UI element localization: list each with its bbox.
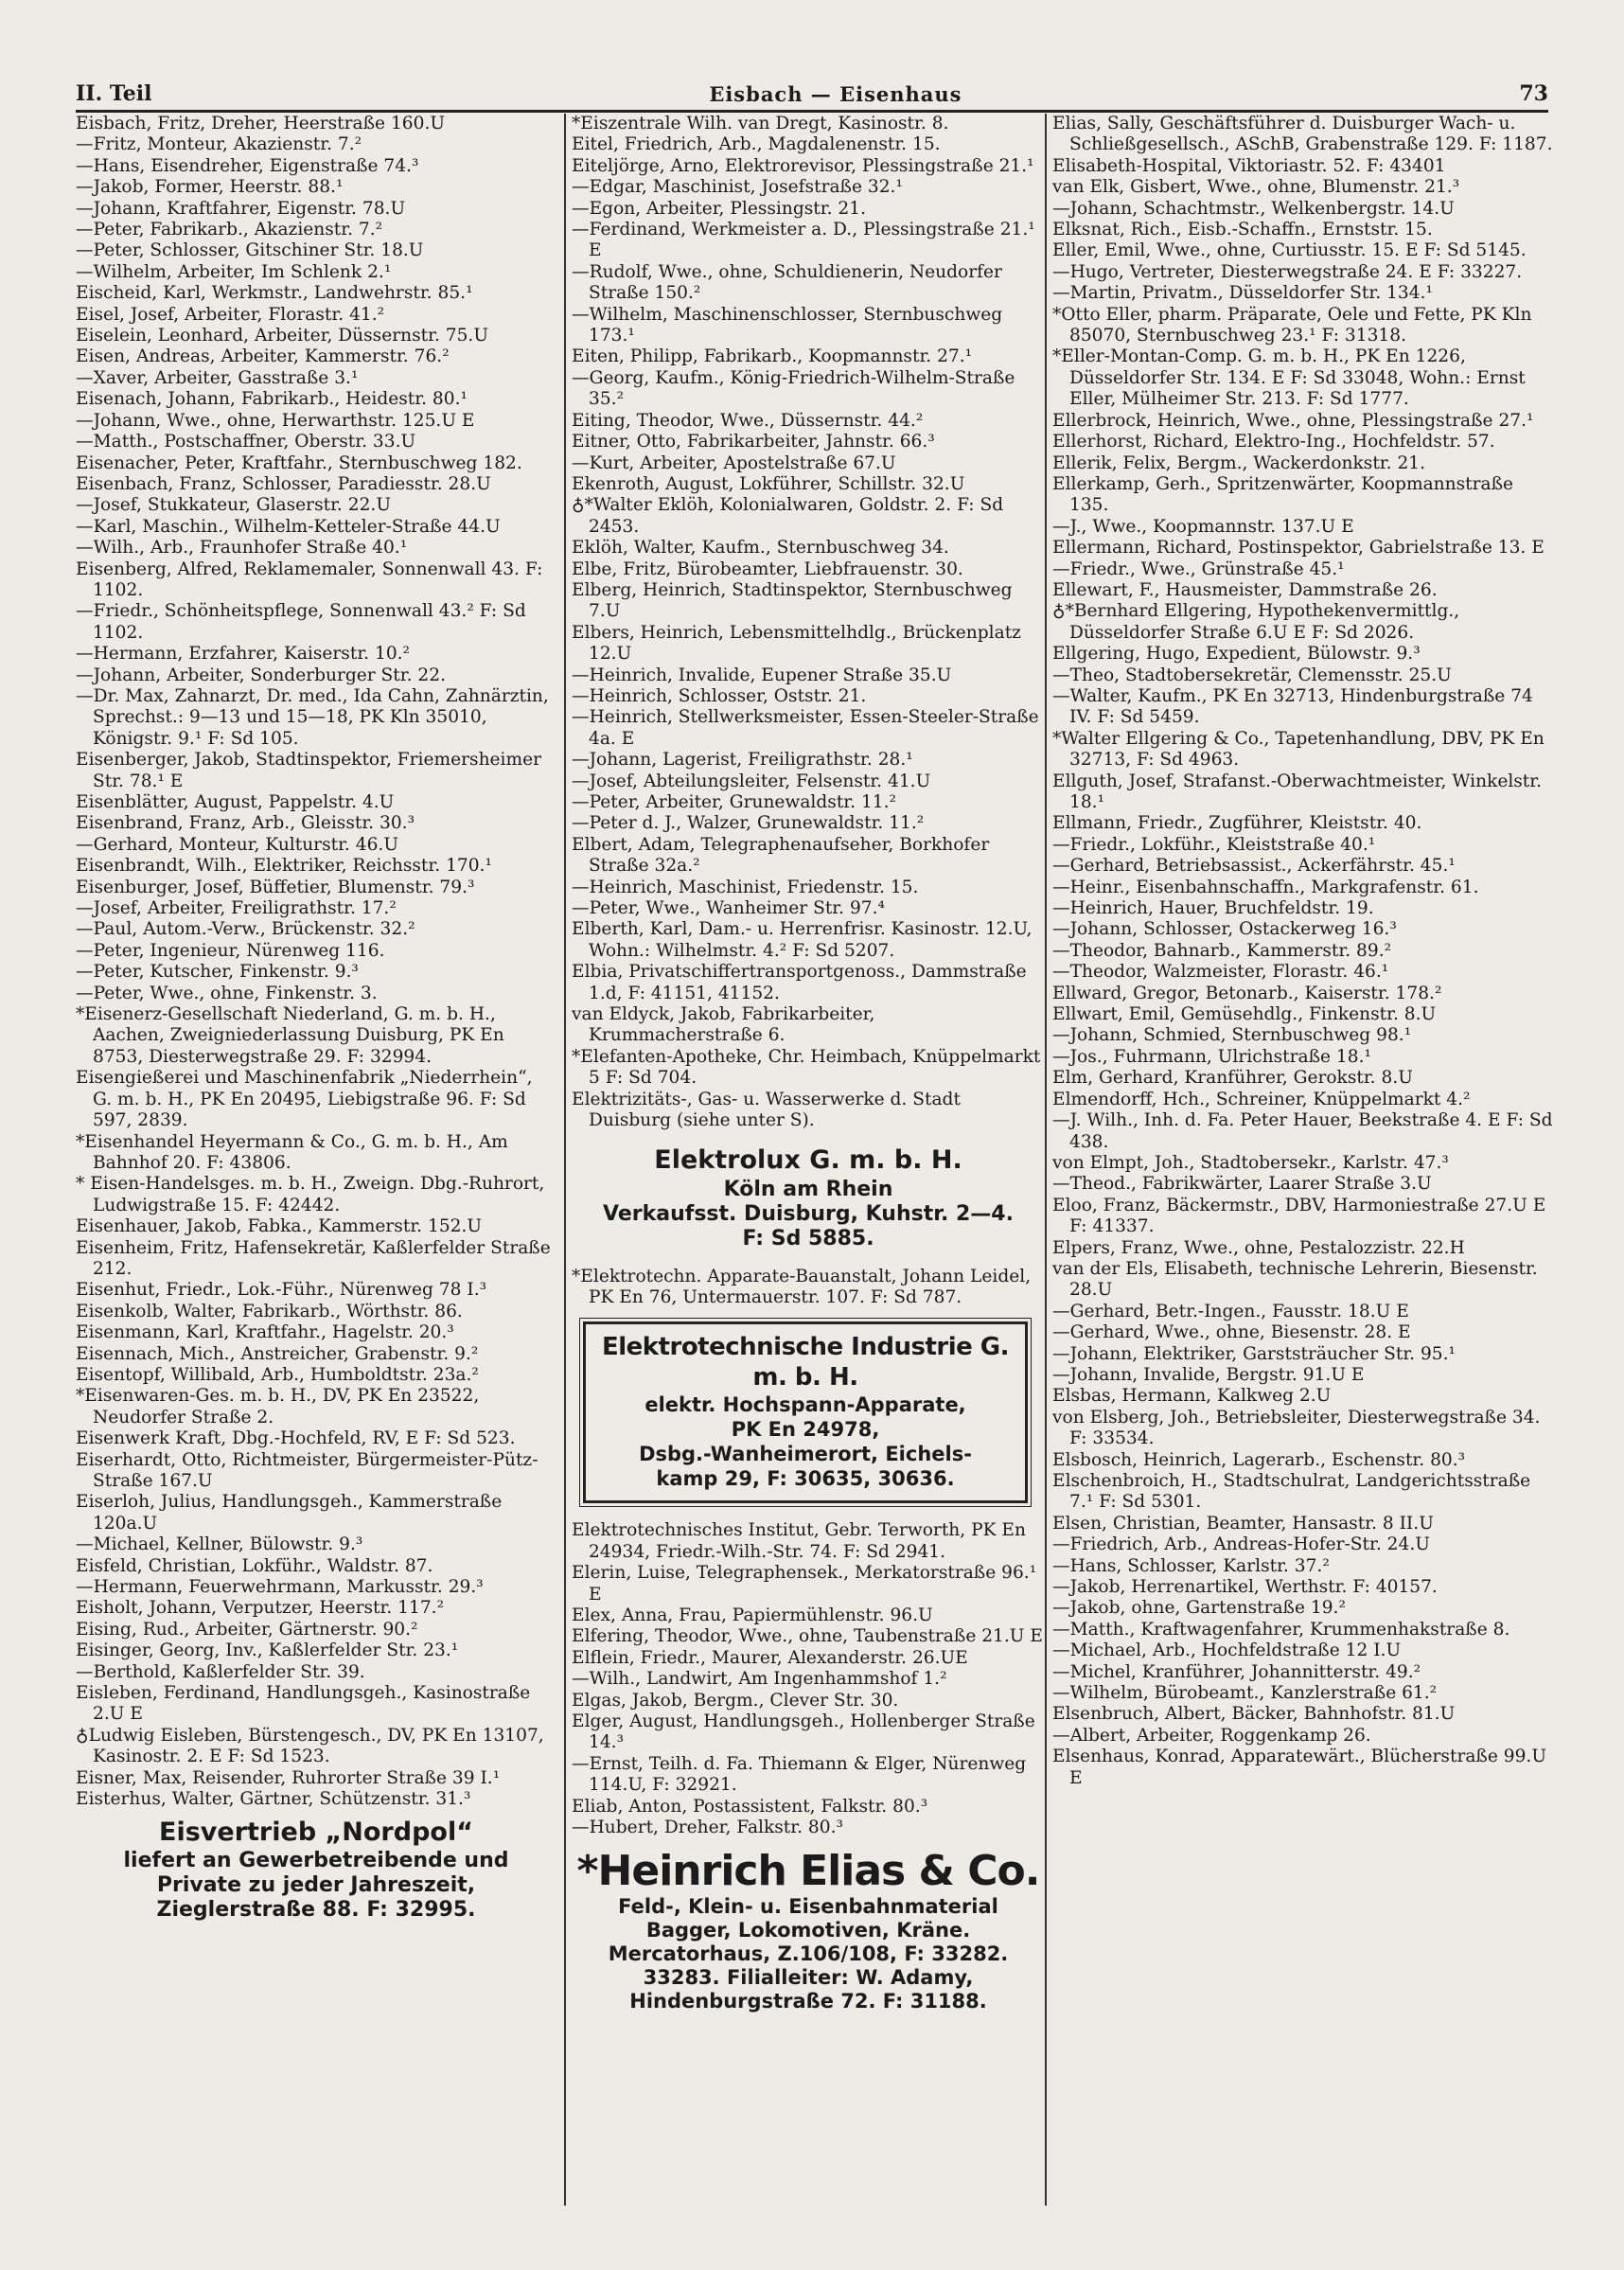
directory-entry: Eiselein, Leonhard, Arbeiter, Düssernstr. 75.U (76, 326, 489, 346)
directory-entry: *Eller-Montan-Comp. G. m. b. H., PK En 1226, Düsseldorfer Str. 134. E F: Sd 33048, Wohn.: Ernst Eller, Mülheimer Str. 213. F: Sd 1777. (1052, 346, 1526, 410)
directory-entry: —Josef, Abteilungsleiter, Felsenstr. 41.U (572, 771, 931, 791)
directory-entry: Eisner, Max, Reisender, Ruhrorter Straße 39 I.¹ (76, 1767, 501, 1788)
page-header (76, 78, 1548, 113)
directory-entry: Ellward, Gregor, Betonarb., Kaiserstr. 178.² (1052, 983, 1442, 1003)
directory-entry: —Hugo, Vertreter, Diesterwegstraße 24. E F: 33227. (1052, 261, 1523, 282)
directory-entry: —Walter, Kaufm., PK En 32713, Hindenburgstraße 74 IV. F: Sd 5459. (1052, 685, 1533, 728)
entries-right (1052, 114, 1554, 1789)
directory-entry: —Josef, Arbeiter, Freiligrathstr. 17.² (76, 898, 397, 919)
directory-entry: —Berthold, Kaßlerfelder Str. 39. (76, 1661, 365, 1682)
directory-entry: —Matth., Kraftwagenfahrer, Krummenhakstraße 8. (1052, 1619, 1510, 1640)
entries-middle-top (572, 114, 1045, 1132)
directory-entry: —Theod., Fabrikwärter, Laarer Straße 3.U (1052, 1174, 1432, 1195)
ad-elias-line: 33283. Filialleiter: W. Adamy, (643, 1966, 974, 1990)
directory-entry: —Jos., Fuhrmann, Ulrichstraße 18.¹ (1052, 1046, 1371, 1067)
directory-entry: —Georg, Kaufm., König-Friedrich-Wilhelm-Straße 35.² (572, 367, 1015, 410)
ad-nordpol-line: Zieglerstraße 88. F: 32995. (156, 1897, 476, 1922)
directory-entry: —Johann, Kraftfahrer, Eigenstr. 78.U (76, 198, 406, 219)
directory-entry: Ellgering, Hugo, Expedient, Bülowstr. 9.³ (1052, 644, 1421, 665)
ad-electrolux-line: F: Sd 5885. (742, 1226, 874, 1250)
directory-entry: —Paul, Autom.-Verw., Brückenstr. 32.² (76, 919, 415, 940)
directory-entry: Elschenbroich, H., Stadtschulrat, Landgerichtsstraße 7.¹ F: Sd 5301. (1052, 1471, 1531, 1513)
directory-entry: —Dr. Max, Zahnarzt, Dr. med., Ida Cahn, Zahnärztin, Sprechst.: 9—13 und 15—18, PK Kln 35010, Königstr. 9.¹ F: Sd 105. (76, 685, 549, 749)
page-number: 73 (1519, 81, 1548, 106)
directory-entry: Eiting, Theodor, Wwe., Düssernstr. 44.² (572, 410, 924, 431)
directory-entry: Eisen, Andreas, Arbeiter, Kammerstr. 76.² (76, 346, 450, 367)
page-range-title: Eisbach — Eisenhaus (709, 81, 962, 106)
directory-entry: —Peter, Kutscher, Finkenstr. 9.³ (76, 962, 359, 983)
directory-entry: —Johann, Lagerist, Freiligrathstr. 28.¹ (572, 750, 913, 771)
directory-entry: *Eiszentrale Wilh. van Dregt, Kasinostr. 8. (572, 114, 949, 133)
directory-entry: —Hubert, Dreher, Falkstr. 80.³ (572, 1818, 843, 1837)
directory-entry: Eiserhardt, Otto, Richtmeister, Bürgermeister-Pütz-Straße 167.U (76, 1449, 538, 1491)
directory-entry: Eklöh, Walter, Kaufm., Sternbuschweg 34. (572, 538, 949, 559)
directory-entry: —Hans, Eisendreher, Eigenstraße 74.³ (76, 155, 419, 176)
directory-entry: Elberth, Karl, Dam.- u. Herrenfrisr. Kasinostr. 12.U, Wohn.: Wilhelmstr. 4.² F: Sd 5207. (572, 919, 1033, 961)
directory-entry: ♁*Walter Eklöh, Kolonialwaren, Goldstr. 2. F: Sd 2453. (572, 495, 1004, 537)
directory-entry: —Heinrich, Hauer, Bruchfeldstr. 19. (1052, 898, 1374, 919)
directory-entry: Elger, August, Handlungsgeh., Hollenberger Straße 14.³ (572, 1711, 1035, 1753)
directory-entry: Ellerhorst, Richard, Elektro-Ing., Hochfeldstr. 57. (1052, 432, 1495, 452)
directory-entry: —Johann, Invalide, Bergstr. 91.U E (1052, 1364, 1365, 1385)
directory-entry: Eisinger, Georg, Inv., Kaßlerfelder Str. 23.¹ (76, 1640, 459, 1661)
directory-entry: —Edgar, Maschinist, Josefstraße 32.¹ (572, 177, 903, 198)
directory-entry: —Johann, Elektriker, Garststräucher Str. 95.¹ (1052, 1343, 1456, 1364)
directory-entry: *Elektrotechn. Apparate-Bauanstalt, Johann Leidel, PK En 76, Untermauerstr. 107. F: Sd 787. (572, 1266, 1032, 1307)
directory-entry: Eisenblätter, August, Pappelstr. 4.U (76, 792, 395, 812)
directory-entry: Eisennach, Mich., Anstreicher, Grabenstr. 9.² (76, 1343, 479, 1364)
directory-entry: Elias, Sally, Geschäftsführer d. Duisburger Wach- u. Schließgesellsch., ASchB, Grabenstraße 129. F: 1187. (1052, 114, 1553, 155)
ad-electrolux-title: Elektrolux G. m. b. H. (654, 1144, 962, 1175)
directory-entry: —Johann, Schachtmstr., Welkenbergstr. 14.U (1052, 198, 1455, 219)
directory-entry: *Elefanten-Apotheke, Chr. Heimbach, Knüppelmarkt 5 F: Sd 704. (572, 1046, 1041, 1089)
directory-entry: von Elmpt, Joh., Stadtobersekr., Karlstr. 47.³ (1052, 1152, 1449, 1173)
entries-middle-bottom (572, 1520, 1045, 1838)
directory-entry: —Egon, Arbeiter, Plessingstr. 21. (572, 198, 866, 219)
directory-entry: Elsenbruch, Albert, Bäcker, Bahnhofstr. 81.U (1052, 1704, 1456, 1725)
directory-entry: Eisholt, Johann, Verputzer, Heerstr. 117.² (76, 1598, 445, 1619)
directory-entry: Ellewart, F., Hausmeister, Dammstraße 26. (1052, 579, 1438, 600)
directory-entry: Eiserloh, Julius, Handlungsgeh., Kammerstraße 120a.U (76, 1492, 503, 1534)
directory-entry: —Xaver, Arbeiter, Gasstraße 3.¹ (76, 367, 359, 388)
directory-entry: —Friedr., Lokführ., Kleiststraße 40.¹ (1052, 834, 1376, 855)
directory-entry: Eller, Emil, Wwe., ohne, Curtiusstr. 15. E F: Sd 5145. (1052, 240, 1527, 261)
directory-entry: Elektrotechnisches Institut, Gebr. Terworth, PK En 24934, Friedr.-Wilh.-Str. 74. F: Sd 2941. (572, 1520, 1026, 1562)
directory-entry: Eisenmann, Karl, Kraftfahr., Hagelstr. 20.³ (76, 1322, 454, 1343)
directory-entry: —Ferdinand, Werkmeister a. D., Plessingstraße 21.¹ E (572, 220, 1035, 261)
ad-elektrotechnische-title: Elektrotechnische Industrie G. m. b. H. (601, 1333, 1010, 1392)
entries-middle-middle (572, 1267, 1045, 1309)
directory-entry: Ellerkamp, Gerh., Spritzenwärter, Koopmannstraße 135. (1052, 473, 1514, 516)
directory-entry: Eloo, Franz, Bäckermstr., DBV, Harmoniestraße 27.U E F: 41337. (1052, 1195, 1546, 1237)
directory-entry: Ellerik, Felix, Bergm., Wackerdonkstr. 21. (1052, 452, 1426, 473)
directory-entry: —Johann, Arbeiter, Sonderburger Str. 22. (76, 665, 447, 685)
directory-entry: Eisenach, Johann, Fabrikarb., Heidestr. 80.¹ (76, 389, 468, 410)
directory-entry: —Gerhard, Monteur, Kulturstr. 46.U (76, 834, 398, 855)
directory-entry: Elsenhaus, Konrad, Apparatewärt., Blücherstraße 99.U E (1052, 1747, 1546, 1788)
directory-entry: —Wilhelm, Bürobeamt., Kanzlerstraße 61.² (1052, 1683, 1438, 1704)
directory-entry: —Michael, Kellner, Bülowstr. 9.³ (76, 1534, 363, 1555)
ad-electrolux (572, 1144, 1045, 1251)
directory-entry: Eitner, Otto, Fabrikarbeiter, Jahnstr. 66.³ (572, 432, 935, 452)
directory-entry: Elm, Gerhard, Kranführer, Gerokstr. 8.U (1052, 1068, 1413, 1089)
directory-entry: —Wilh., Landwirt, Am Ingenhammshof 1.² (572, 1669, 947, 1690)
directory-entry: —Gerhard, Wwe., ohne, Biesenstr. 28. E (1052, 1322, 1411, 1343)
directory-entry: —Johann, Schlosser, Ostackerweg 16.³ (1052, 919, 1397, 940)
directory-entry: —Gerhard, Betriebsassist., Ackerfährstr. 45.¹ (1052, 856, 1456, 877)
directory-entry: *Eisenhandel Heyermann & Co., G. m. b. H., Am Bahnhof 20. F: 43806. (76, 1131, 508, 1173)
directory-entry: Elgas, Jakob, Bergm., Clever Str. 30. (572, 1690, 899, 1711)
directory-entry: —Friedr., Schönheitspflege, Sonnenwall 43.² F: Sd 1102. (76, 601, 526, 643)
directory-entry: Eisenheim, Fritz, Hafensekretär, Kaßlerfelder Straße 212. (76, 1237, 551, 1279)
directory-entry: —Wilhelm, Maschinenschlosser, Sternbuschweg 173.¹ (572, 304, 1003, 346)
ad-elias-line: Bagger, Lokomotiven, Kräne. (645, 1919, 971, 1942)
directory-entry: Eisel, Josef, Arbeiter, Florastr. 41.² (76, 304, 385, 325)
column-left (76, 114, 556, 2206)
directory-entry: * Eisen-Handelsges. m. b. H., Zweign. Dbg.-Ruhrort, Ludwigstraße 15. F: 42442. (76, 1174, 545, 1215)
directory-entry: —Hans, Schlosser, Karlstr. 37.² (1052, 1555, 1330, 1576)
ad-nordpol-line: liefert an Gewerbetreibende und (123, 1848, 509, 1872)
directory-entry: Ellwart, Emil, Gemüsehdlg., Finkenstr. 8.U (1052, 1004, 1437, 1025)
directory-entry: —Heinrich, Invalide, Eupener Straße 35.U (572, 665, 952, 685)
ad-electrolux-line: Verkaufsst. Duisburg, Kuhstr. 2—4. (603, 1201, 1014, 1226)
directory-entry: Eisenhut, Friedr., Lok.-Führ., Nürenweg 78 I.³ (76, 1280, 487, 1301)
directory-entry: —Gerhard, Betr.-Ingen., Fausstr. 18.U E (1052, 1301, 1409, 1321)
directory-entry: Elbe, Fritz, Bürobeamter, Liebfrauenstr. 30. (572, 559, 963, 579)
directory-entry: —Peter, Wwe., ohne, Finkenstr. 3. (76, 983, 378, 1003)
directory-entry: Eisenbach, Franz, Schlosser, Paradiesstr. 28.U (76, 473, 491, 494)
directory-entry: Eiteljörge, Arno, Elektrorevisor, Plessingstraße 21.¹ (572, 155, 1034, 176)
directory-entry: Eliab, Anton, Postassistent, Falkstr. 80.³ (572, 1796, 928, 1817)
directory-entry: Elex, Anna, Frau, Papiermühlenstr. 96.U (572, 1605, 933, 1625)
directory-entry: Ellguth, Josef, Strafanst.-Oberwachtmeister, Winkelstr. 18.¹ (1052, 771, 1543, 812)
directory-entry: von Elsberg, Joh., Betriebsleiter, Diesterwegstraße 34. F: 33534. (1052, 1407, 1541, 1449)
directory-entry: —Theodor, Walzmeister, Florastr. 46.¹ (1052, 962, 1389, 983)
directory-entry: —Jakob, ohne, Gartenstraße 19.² (1052, 1598, 1346, 1619)
column-middle (564, 114, 1045, 2206)
directory-entry: Elbert, Adam, Telegraphenaufseher, Borkhofer Straße 32a.² (572, 834, 990, 877)
ad-nordpol-line: Private zu jeder Jahreszeit, (156, 1872, 476, 1897)
directory-entry: Elksnat, Rich., Eisb.-Schaffn., Ernststr. 15. (1052, 220, 1433, 240)
directory-entry: —Rudolf, Wwe., ohne, Schuldienerin, Neudorfer Straße 150.² (572, 261, 1002, 304)
ad-elektrotechnische-line: elektr. Hochspann-Apparate, (644, 1393, 966, 1417)
directory-entry: —Kurt, Arbeiter, Apostelstraße 67.U (572, 452, 896, 473)
directory-entry: Eisterhus, Walter, Gärtner, Schützenstr. 31.³ (76, 1789, 471, 1810)
directory-entry: —J. Wilh., Inh. d. Fa. Peter Hauer, Beekstraße 4. E F: Sd 438. (1052, 1110, 1553, 1152)
directory-entry: —Peter, Schlosser, Gitschiner Str. 18.U (76, 240, 424, 261)
directory-entry: Elerin, Luise, Telegraphensek., Merkatorstraße 96.¹ E (572, 1563, 1037, 1605)
directory-entry: ♁*Bernhard Ellgering, Hypothekenvermittlg., Düsseldorfer Straße 6.U E F: Sd 2026. (1052, 601, 1460, 643)
ad-nordpol-title: Eisvertrieb „Nordpol“ (159, 1817, 473, 1847)
directory-entry: *Otto Eller, pharm. Präparate, Oele und Fette, PK Kln 85070, Sternbuschweg 23.¹ F: 31318. (1052, 304, 1532, 346)
directory-entry: —Hermann, Erzfahrer, Kaiserstr. 10.² (76, 644, 411, 665)
directory-entry: —Heinr., Eisenbahnschaffn., Markgrafenstr. 61. (1052, 877, 1479, 897)
directory-entry: —Theo, Stadtobersekretär, Clemensstr. 25.U (1052, 665, 1452, 685)
directory-entry: Elektrizitäts-, Gas- u. Wasserwerke d. Stadt Duisburg (siehe unter S). (572, 1089, 961, 1131)
directory-entry: —J., Wwe., Koopmannstr. 137.U E (1052, 516, 1354, 537)
directory-entry: —Heinrich, Stellwerksmeister, Essen-Steeler-Straße 4a. E (572, 707, 1039, 749)
ad-elektrotechnische-line: Dsbg.-Wanheimerort, Eichels- (639, 1443, 972, 1466)
directory-entry: Elsbas, Hermann, Kalkweg 2.U (1052, 1386, 1332, 1407)
directory-entry: —Michel, Kranführer, Johannitterstr. 49.² (1052, 1661, 1421, 1682)
entries-left (76, 114, 556, 1811)
directory-entry: Elberg, Heinrich, Stadtinspektor, Sternbuschweg 7.U (572, 579, 1013, 622)
directory-entry: Eischeid, Karl, Werkmstr., Landwehrstr. 85.¹ (76, 283, 473, 304)
directory-entry: ♁Ludwig Eisleben, Bürstengesch., DV, PK En 13107, Kasinostr. 2. E F: Sd 1523. (76, 1725, 544, 1767)
directory-entry: Eisleben, Ferdinand, Handlungsgeh., Kasinostraße 2.U E (76, 1683, 531, 1725)
directory-entry: Elflein, Friedr., Maurer, Alexanderstr. 26.UE (572, 1647, 968, 1668)
column-right (1045, 114, 1554, 2206)
directory-entry: Eising, Rud., Arbeiter, Gärtnerstr. 90.² (76, 1619, 418, 1640)
directory-entry: Eisenhauer, Jakob, Fabka., Kammerstr. 152.U (76, 1216, 483, 1237)
directory-entry: Eisenacher, Peter, Kraftfahr., Sternbuschweg 182. (76, 452, 522, 473)
directory-entry: Elpers, Franz, Wwe., ohne, Pestalozzistr. 22.H (1052, 1237, 1465, 1258)
ad-elektrotechnische-line: kamp 29, F: 30635, 30636. (656, 1467, 955, 1491)
directory-entry: van Elk, Gisbert, Wwe., ohne, Blumenstr. 21.³ (1052, 177, 1460, 198)
directory-entry: *Walter Ellgering & Co., Tapetenhandlung, DBV, PK En 32713, F: Sd 4963. (1052, 728, 1545, 771)
directory-entry: Eisbach, Fritz, Dreher, Heerstraße 160.U (76, 114, 446, 133)
directory-entry: —Peter d. J., Walzer, Grunewaldstr. 11.² (572, 813, 925, 834)
directory-entry: Eisenkolb, Walter, Fabrikarb., Wörthstr. 86. (76, 1301, 463, 1321)
directory-entry: —Friedr., Wwe., Grünstraße 45.¹ (1052, 559, 1345, 579)
directory-entry: —Fritz, Monteur, Akazienstr. 7.² (76, 134, 362, 155)
directory-entry: Elfering, Theodor, Wwe., ohne, Taubenstraße 21.U E (572, 1626, 1043, 1647)
directory-entry: Ellermann, Richard, Postinspektor, Gabrielstraße 13. E (1052, 538, 1545, 559)
directory-entry: *Eisenwaren-Ges. m. b. H., DV, PK En 23522, Neudorfer Straße 2. (76, 1386, 480, 1428)
directory-entry: Eisfeld, Christian, Lokführ., Waldstr. 87. (76, 1555, 433, 1576)
directory-entry: Ellmann, Friedr., Zugführer, Kleiststr. 40. (1052, 813, 1422, 834)
ad-elektrotechnische-industrie (583, 1321, 1028, 1503)
directory-entry: Eisenwerk Kraft, Dbg.-Hochfeld, RV, E F: Sd 523. (76, 1428, 516, 1449)
directory-entry: —Jakob, Herrenartikel, Werthstr. F: 40157. (1052, 1577, 1438, 1598)
directory-entry: —Martin, Privatm., Düsseldorfer Str. 134.¹ (1052, 283, 1433, 304)
directory-entry: *Eisenerz-Gesellschaft Niederland, G. m. b. H., Aachen, Zweigniederlassung Duisburg, PK En 8753, Diesterwegstraße 29. F: 32994. (76, 1004, 504, 1067)
directory-entry: Elsbosch, Heinrich, Lagerarb., Eschenstr. 80.³ (1052, 1449, 1466, 1470)
section-label: II. Teil (76, 81, 152, 106)
directory-entry: Eisentopf, Willibald, Arb., Humboldtstr. 23a.² (76, 1364, 479, 1385)
directory-entry: —Karl, Maschin., Wilhelm-Ketteler-Straße 44.U (76, 516, 501, 537)
directory-entry: —Peter, Ingenieur, Nürenweg 116. (76, 940, 385, 961)
ad-elias-title: *Heinrich Elias & Co. (576, 1847, 1040, 1896)
ad-elias-line: Feld-, Klein- u. Eisenbahnmaterial (618, 1895, 998, 1919)
directory-entry: Eisenbrandt, Wilh., Elektriker, Reichsstr. 170.¹ (76, 856, 492, 877)
directory-entry: —Theodor, Bahnarb., Kammerstr. 89.² (1052, 940, 1392, 961)
ad-elektrotechnische-line: PK En 24978, (731, 1418, 880, 1442)
directory-entry: —Jakob, Former, Heerstr. 88.¹ (76, 177, 344, 198)
directory-entry: Elbia, Privatschiffertransportgenoss., Dammstraße 1.d, F: 41151, 41152. (572, 962, 1027, 1003)
directory-entry: —Peter, Fabrikarb., Akazienstr. 7.² (76, 220, 383, 240)
directory-entry: Elisabeth-Hospital, Viktoriastr. 52. F: 43401 (1052, 155, 1446, 176)
directory-entry: —Albert, Arbeiter, Roggenkamp 26. (1052, 1725, 1371, 1746)
directory-entry: —Wilhelm, Arbeiter, Im Schlenk 2.¹ (76, 261, 392, 282)
directory-entry: —Ernst, Teilh. d. Fa. Thiemann & Elger, Nürenweg 114.U, F: 32921. (572, 1753, 1027, 1796)
directory-entry: Ekenroth, August, Lokführer, Schillstr. 32.U (572, 473, 965, 494)
directory-entry: —Johann, Schmied, Sternbuschweg 98.¹ (1052, 1025, 1412, 1046)
directory-entry: —Josef, Stukkateur, Glaserstr. 22.U (76, 495, 391, 516)
ad-nordpol (76, 1817, 556, 1923)
directory-entry: Ellerbrock, Heinrich, Wwe., ohne, Plessingstraße 27.¹ (1052, 410, 1534, 431)
ad-heinrich-elias (572, 1848, 1045, 2013)
directory-entry: —Peter, Wwe., Wanheimer Str. 97.⁴ (572, 898, 885, 919)
ad-electrolux-line: Köln am Rhein (723, 1177, 893, 1201)
directory-entry: —Friedrich, Arb., Andreas-Hofer-Str. 24.U (1052, 1534, 1430, 1555)
directory-entry: Eisenberger, Jakob, Stadtinspektor, Friemersheimer Str. 78.¹ E (76, 750, 542, 791)
directory-entry: —Johann, Wwe., ohne, Herwarthstr. 125.U E (76, 410, 475, 431)
directory-entry: —Matth., Postschaffner, Oberstr. 33.U (76, 432, 416, 452)
directory-entry: —Hermann, Feuerwehrmann, Markusstr. 29.³ (76, 1577, 484, 1598)
directory-entry: —Wilh., Arb., Fraunhofer Straße 40.¹ (76, 538, 408, 559)
directory-entry: —Peter, Arbeiter, Grunewaldstr. 11.² (572, 792, 896, 812)
directory-entry: Elbers, Heinrich, Lebensmittelhdlg., Brückenplatz 12.U (572, 622, 1021, 665)
directory-entry: Eisengießerei und Maschinenfabrik „Niederrhein“, G. m. b. H., PK En 20495, Liebigstraße 96. F: Sd 597, 2839. (76, 1068, 533, 1131)
directory-entry: van Eldyck, Jakob, Fabrikarbeiter, Krummacherstraße 6. (572, 1004, 875, 1046)
ad-elias-line: Mercatorhaus, Z.106/108, F: 33282. (608, 1942, 1009, 1966)
directory-entry: —Michael, Arb., Hochfeldstraße 12 I.U (1052, 1640, 1402, 1661)
directory-entry: van der Els, Elisabeth, technische Lehrerin, Biesenstr. 28.U (1052, 1258, 1538, 1301)
directory-entry: Eisenburger, Josef, Büffetier, Blumenstr. 79.³ (76, 877, 475, 897)
directory-entry: Eitel, Friedrich, Arb., Magdalenenstr. 15. (572, 134, 941, 155)
directory-entry: Eisenberg, Alfred, Reklamemaler, Sonnenwall 43. F: 1102. (76, 559, 543, 600)
directory-entry: —Heinrich, Maschinist, Friedenstr. 15. (572, 877, 919, 897)
directory-entry: —Heinrich, Schlosser, Oststr. 21. (572, 685, 867, 706)
directory-entry: Eisenbrand, Franz, Arb., Gleisstr. 30.³ (76, 813, 415, 834)
directory-entry: Eiten, Philipp, Fabrikarb., Koopmannstr. 27.¹ (572, 346, 973, 367)
directory-entry: Elsen, Christian, Beamter, Hansastr. 8 II.U (1052, 1513, 1434, 1534)
directory-entry: Elmendorff, Hch., Schreiner, Knüppelmarkt 4.² (1052, 1089, 1471, 1109)
ad-elias-line: Hindenburgstraße 72. F: 31188. (629, 1990, 987, 2013)
